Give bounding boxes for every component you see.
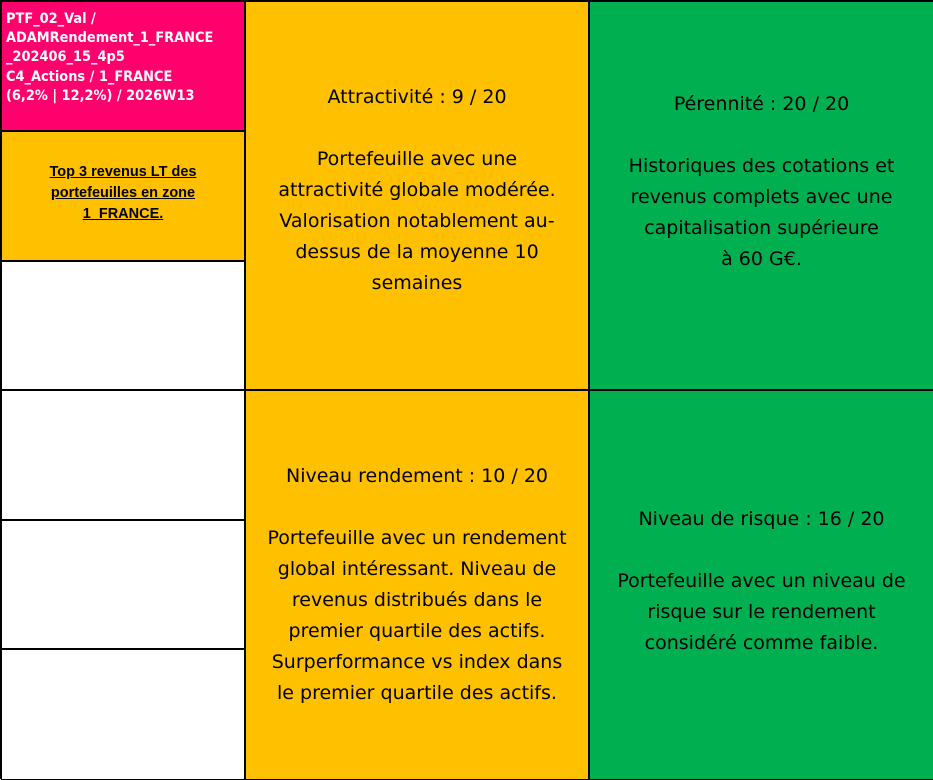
rendement-heading: Niveau rendement : 10 / 20 — [285, 465, 549, 487]
portfolio-title-line: ADAMRendement_1_FRANCE — [6, 30, 214, 47]
description-line: Portefeuille avec une — [316, 148, 518, 170]
description-line: revenus complets avec une — [630, 185, 893, 208]
description-line: le premier quartile des actifs. — [277, 682, 557, 704]
attractivite-heading: Attractivité : 9 / 20 — [327, 86, 507, 108]
portfolio-title-line: PTF_02_Val / — [6, 11, 96, 27]
rendement-cell — [245, 390, 589, 780]
description-line: global intéressant. Niveau de — [277, 558, 557, 580]
empty-cell — [1, 261, 245, 390]
portfolio-title-line: (6,2% | 12,2%) / 2026W13 — [6, 87, 195, 104]
risque-heading: Niveau de risque : 16 / 20 — [638, 507, 885, 530]
description-line: attractivité globale modérée. — [278, 179, 556, 201]
portfolio-title-cell — [1, 1, 245, 131]
risque-cell — [589, 390, 933, 780]
top3-link-line[interactable]: Top 3 revenus LT des — [49, 164, 197, 180]
description-line: semaines — [371, 272, 463, 294]
description-line: capitalisation supérieure — [644, 216, 879, 239]
risque-description — [617, 566, 905, 659]
perennite-cell — [589, 1, 933, 390]
attractivite-cell — [245, 1, 589, 390]
description-line: dessus de la moyenne 10 — [295, 241, 539, 263]
empty-cell — [1, 520, 245, 649]
rendement-description — [267, 523, 566, 709]
top3-link-line[interactable]: portefeuilles en zone — [50, 185, 196, 201]
description-line: considéré comme faible. — [644, 631, 879, 654]
description-line: Valorisation notablement au- — [279, 210, 555, 232]
description-line: premier quartile des actifs. — [288, 620, 546, 642]
top3-link-cell[interactable] — [1, 131, 245, 261]
description-line: Historiques des cotations et — [628, 154, 895, 177]
top3-link-line[interactable]: 1_FRANCE. — [82, 206, 164, 222]
empty-cell — [1, 390, 245, 520]
perennite-description — [629, 151, 895, 275]
description-line: Surperformance vs index dans — [271, 651, 563, 673]
portfolio-title-line: C4_Actions / 1_FRANCE — [6, 68, 173, 85]
perennite-heading: Pérennité : 20 / 20 — [673, 92, 850, 115]
description-line: Portefeuille avec un rendement — [267, 527, 567, 549]
portfolio-title-line: _202406_15_4p5 — [6, 49, 125, 66]
description-line: Portefeuille avec un niveau de — [617, 569, 906, 592]
empty-cell — [1, 649, 245, 780]
description-line: revenus distribués dans le — [291, 589, 543, 611]
description-line: à 60 G€. — [721, 247, 802, 270]
description-line: risque sur le rendement — [647, 600, 876, 623]
attractivite-description — [278, 144, 555, 299]
